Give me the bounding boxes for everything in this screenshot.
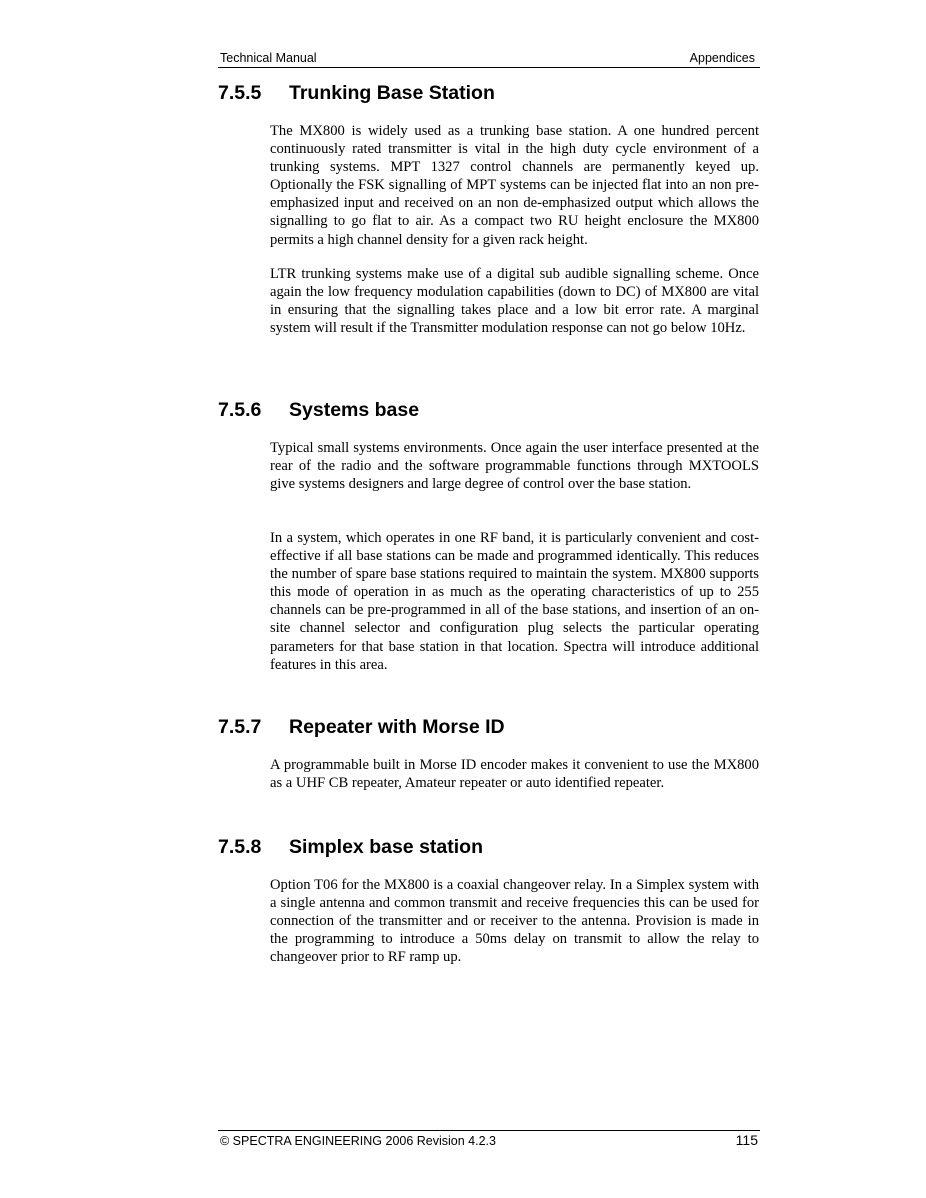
section-number: 7.5.5 bbox=[218, 82, 262, 104]
header-document-title: Technical Manual bbox=[220, 51, 317, 65]
section-heading-7-5-6 bbox=[218, 399, 419, 422]
section-number: 7.5.7 bbox=[218, 716, 262, 738]
section-number: 7.5.6 bbox=[218, 399, 262, 421]
paragraph: In a system, which operates in one RF band, it is particularly convenient and cost-effective if all base stations can be made and programmed identically. This reduces the number of spare base stations required to maintain the system. MX800 supports this mode of operation in as much as the operating characteristics of up to 255 channels can be pre-programmed in all of the base stations, and insertion of an on-site channel selector and configuration plug selects the particular operating parameters for that base station in that location. Spectra will introduce additional features in this area. bbox=[270, 530, 759, 673]
paragraph: Typical small systems environments. Once again the user interface presented at the rear of the radio and the software programmable functions through MXTOOLS give systems designers and large degree of control over the base station. bbox=[270, 440, 759, 493]
section-heading-7-5-7 bbox=[218, 716, 505, 739]
section-number: 7.5.8 bbox=[218, 836, 262, 858]
paragraph: Option T06 for the MX800 is a coaxial changeover relay. In a Simplex system with a single antenna and common transmit and receive frequencies this can be used for connection of the transmitter and or receiver to the antenna. Provision is made in the programming to introduce a 50ms delay on transmit to allow the relay to changeover prior to RF ramp up. bbox=[270, 877, 759, 966]
paragraph: LTR trunking systems make use of a digital sub audible signalling scheme. Once again the low frequency modulation capabilities (down to DC) of MX800 are vital in ensuring that the signalling takes place and a low bit error rate. A marginal system will result if the Transmitter modulation response can not go below 10Hz. bbox=[270, 266, 759, 337]
footer-copyright: © SPECTRA ENGINEERING 2006 Revision 4.2.3 bbox=[220, 1134, 496, 1148]
page-header bbox=[218, 51, 760, 68]
section-title: Systems base bbox=[289, 399, 420, 421]
page-number: 115 bbox=[735, 1132, 758, 1148]
section-title: Simplex base station bbox=[289, 836, 483, 858]
paragraph: A programmable built in Morse ID encoder makes it convenient to use the MX800 as a UHF CB repeater, Amateur repeater or auto identified repeater. bbox=[270, 757, 759, 792]
header-section-name: Appendices bbox=[689, 51, 755, 65]
page-footer bbox=[218, 1130, 760, 1149]
paragraph: The MX800 is widely used as a trunking base station. A one hundred percent continuously rated transmitter is vital in the high duty cycle environment of a trunking systems. MPT 1327 control channels are permanently keyed up. Optionally the FSK signalling of MPT systems can be injected flat into an non pre-emphasized input and received on an non de-emphasized output which allows the signalling to go flat to air. As a compact two RU height enclosure the MX800 permits a high channel density for a given rack height. bbox=[270, 123, 759, 248]
section-heading-7-5-5 bbox=[218, 82, 495, 105]
section-heading-7-5-8 bbox=[218, 836, 483, 859]
section-title: Trunking Base Station bbox=[289, 82, 495, 104]
section-title: Repeater with Morse ID bbox=[289, 716, 505, 738]
